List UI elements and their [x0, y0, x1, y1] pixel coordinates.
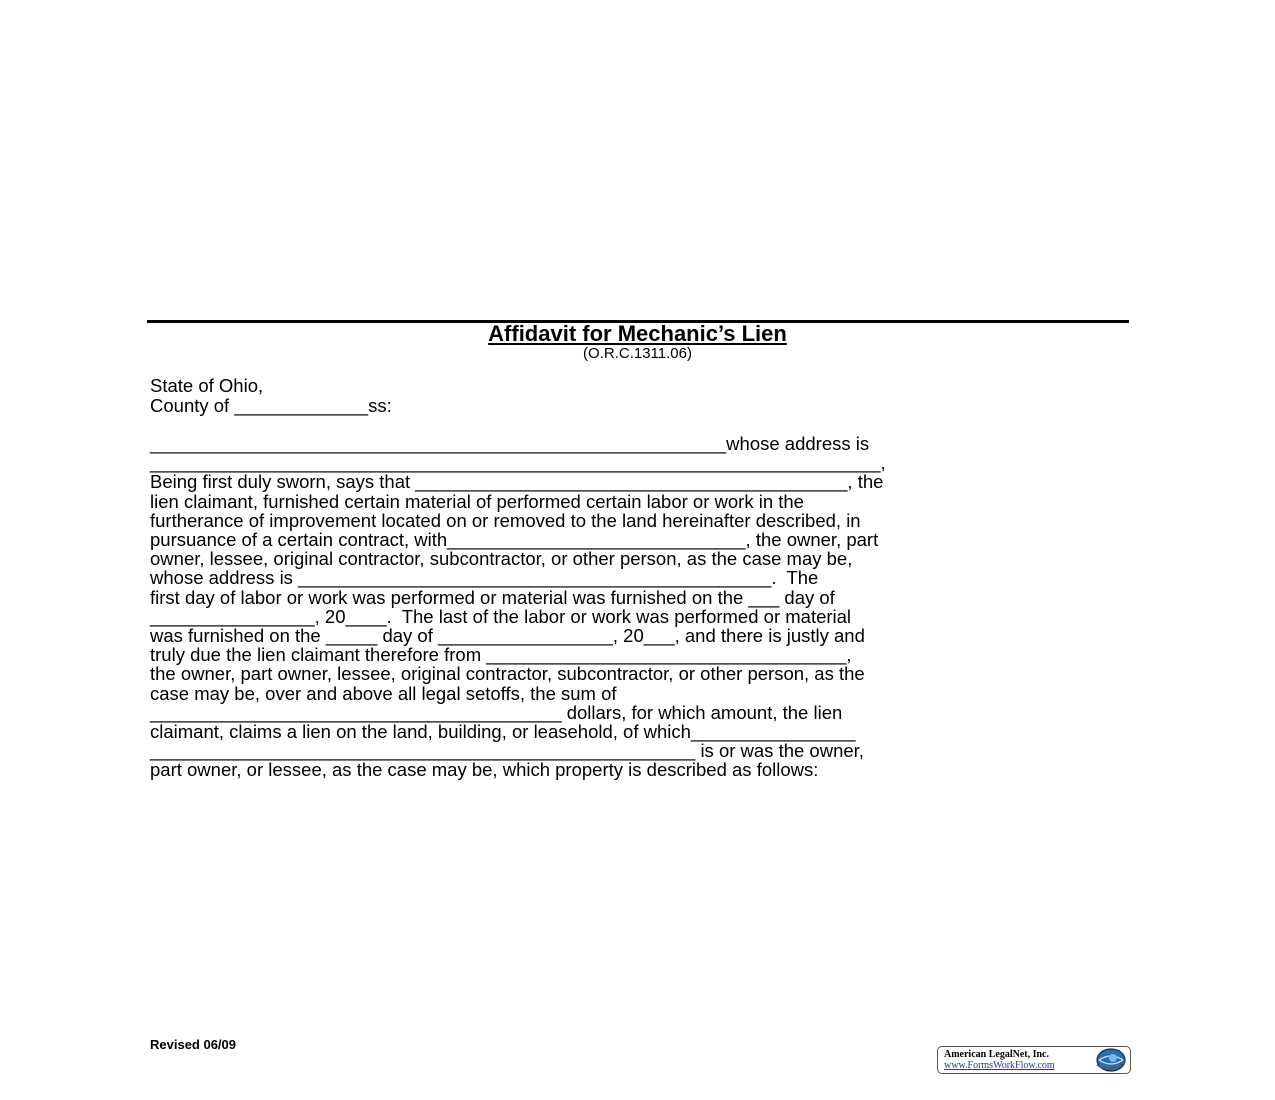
body-line: ________________, 20____. The last of the labor or work was performed or material [150, 605, 852, 627]
body-line: truly due the lien claimant therefore from ___________________________________, [150, 644, 852, 666]
body-line: owner, lessee, original contractor, subcontractor, or other person, as the case may be, [150, 548, 853, 570]
logo-website-link[interactable]: www.FormsWorkFlow.com [944, 1060, 1055, 1071]
revision-note: Revised 06/09 [150, 1037, 237, 1052]
body-line: part owner, or lessee, as the case may be, which property is described as follows: [150, 759, 819, 781]
logo-company-name: American LegalNet, Inc. [944, 1049, 1049, 1060]
body-line: the owner, part owner, lessee, original contractor, subcontractor, or other person, as the [150, 663, 865, 685]
body-line: first day of labor or work was performed or material was furnished on the ___ day of [150, 586, 835, 608]
body-line: claimant, claims a lien on the land, building, or leasehold, of which________________ [150, 721, 856, 743]
body-line: ________________________________________________________whose address is [150, 433, 870, 454]
body-line: ________________________________________ dollars, for which amount, the lien [150, 701, 843, 723]
venue-block [150, 376, 392, 416]
body-line: furtherance of improvement located on or removed to the land hereinafter described, in [150, 509, 861, 531]
body-line: was furnished on the _____ day of _________________, 20___, and there is justly and [150, 625, 865, 647]
globe-icon [1095, 1048, 1127, 1072]
document-title: Affidavit for Mechanic’s Lien [488, 321, 787, 346]
publisher-logo[interactable] [937, 1046, 1131, 1074]
body-line: whose address is ______________________________________________. The [150, 567, 819, 589]
county-line: County of _____________ss: [150, 395, 392, 416]
body-line: _____________________________________________________ is or was the owner, [150, 740, 864, 762]
body-line: pursuance of a certain contract, with_____________________________, the owner, part [150, 529, 879, 551]
body-line: case may be, over and above all legal setoffs, the sum of [150, 682, 617, 704]
body-line: lien claimant, furnished certain material of performed certain labor or work in the [150, 490, 804, 512]
body-line: _______________________________________________________________________, [150, 452, 886, 474]
statute-reference: (O.R.C.1311.06) [583, 345, 692, 362]
state-line: State of Ohio, [150, 375, 264, 396]
affidavit-body [150, 434, 1140, 780]
body-line: Being first duly sworn, says that __________________________________________, the [150, 471, 884, 493]
